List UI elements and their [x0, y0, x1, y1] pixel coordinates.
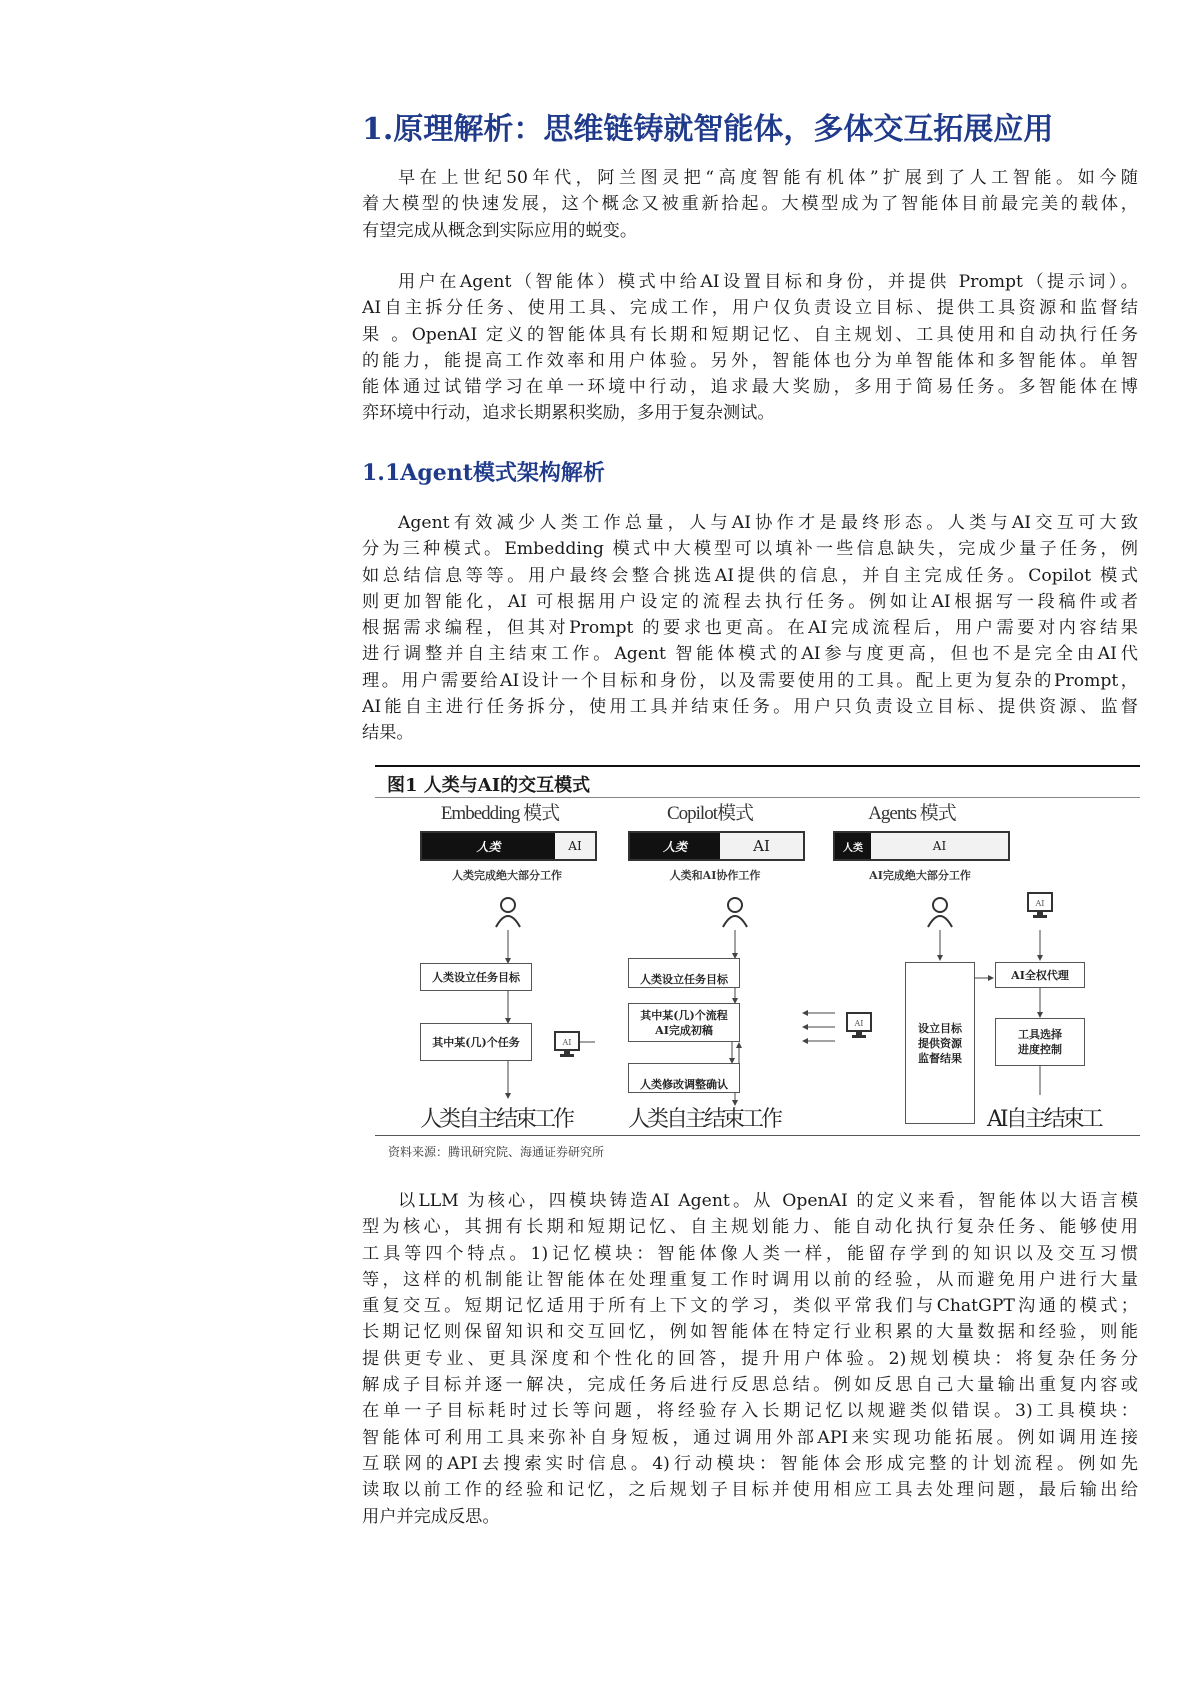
paragraph-line: 用户在Agent（智能体）模式中给AI设置目标和身份，并提供 Prompt（提示词）。: [398, 272, 1138, 292]
flow-box-tall: [905, 962, 975, 1124]
flow-box-line: 工具选择: [1018, 1028, 1062, 1041]
paragraph-line: 用户并完成反思。: [362, 1506, 500, 1527]
paragraph-line: 长期记忆则保留知识和交互回忆，例如智能体在特定行业积累的大量数据和经验，则能: [362, 1322, 1138, 1343]
paragraph-line: 进行调整并自主结束工作。Agent 智能体模式的AI参与度更高，但也不是完全由AI代: [362, 644, 1138, 665]
paragraph-line: 理。用户需要给AI设计一个目标和身份，以及需要使用的工具。配上更为复杂的Prompt，: [362, 670, 1138, 691]
paragraph-line: 则更加智能化，AI 可根据用户设定的流程去执行任务。例如让AI根据写一段稿件或者: [362, 591, 1138, 612]
flow-box: 人类修改调整确认: [628, 1063, 740, 1093]
bar-human-label: 人类: [422, 833, 555, 859]
agents-share-bar: [833, 831, 1010, 861]
monitor-icon: [1026, 891, 1056, 925]
paragraph-line: 的能力，能提高工作效率和用户体验。另外，智能体也分为单智能体和多智能体。单智: [362, 350, 1138, 371]
paragraph-line: 分为三种模式。Embedding 模式中大模型可以填补一些信息缺失，完成少量子任务，例: [362, 539, 1138, 560]
svg-text:AI: AI: [562, 1038, 572, 1047]
figure-source: 资料来源：腾讯研究院、海通证券研究所: [388, 1145, 605, 1159]
paragraph-line: AI能自主进行任务拆分，使用工具并结束任务。用户只负责设立目标、提供资源、监督: [362, 697, 1138, 718]
paragraph-line: 等，这样的机制能让智能体在处理重复工作时调用以前的经验，从而避免用户进行大量: [362, 1269, 1138, 1290]
paragraph-intro: [362, 165, 1138, 244]
paragraph-line: 以LLM 为核心，四模块铸造AI Agent。从 OpenAI 的定义来看，智能体以大语言模: [398, 1191, 1138, 1211]
paragraph-line: 解成子目标并逐一解决，完成任务后进行反思总结。例如反思自己大量输出重复内容或: [362, 1375, 1138, 1396]
bar-ai-label: AI: [753, 837, 770, 855]
paragraph-interaction-modes: [362, 510, 1138, 747]
page-title: 1.原理解析：思维链铸就智能体，多体交互拓展应用: [362, 112, 1054, 147]
flow-box-line: AI完成初稿: [655, 1023, 713, 1037]
agents-subtitle: AI完成绝大部分工作: [869, 869, 971, 882]
paragraph-line: 能体通过试错学习在单一环境中行动，追求最大奖励，多用于简易任务。多智能体在博: [362, 377, 1138, 398]
paragraph-line: 型为核心，其拥有长期和短期记忆、自主规划能力、能自动化执行复杂任务、能够使用: [362, 1217, 1138, 1238]
paragraph-line: 如总结信息等等。用户最终会整合挑选AI提供的信息，并自主完成任务。Copilot 模式: [362, 565, 1138, 586]
flow-box-line: 设立目标: [918, 1021, 962, 1035]
paragraph-line: 结果。: [362, 723, 414, 744]
paragraph-line: 智能体可利用工具来弥补自身短板，通过调用外部API来实现功能拓展。例如调用连接: [362, 1427, 1138, 1448]
paragraph-line: 互联网的API去搜索实时信息。4)行动模块：智能体会形成完整的计划流程。例如先: [362, 1453, 1138, 1474]
embedding-mode-heading: Embedding 模式: [440, 803, 560, 824]
paragraph-line: AI自主拆分任务、使用工具、完成工作，用户仅负责设立目标、提供工具资源和监督结: [362, 298, 1138, 319]
flow-box-line: 提供资源: [918, 1036, 962, 1050]
paragraph-line: 重复交互。短期记忆适用于所有上下文的学习，类似平常我们与ChatGPT沟通的模式；: [362, 1296, 1138, 1317]
figure-bottom-rule: [375, 1135, 1140, 1136]
copilot-share-bar: [628, 831, 805, 861]
monitor-icon: [845, 1011, 875, 1045]
bar-human-label: 人类: [835, 833, 871, 859]
paragraph-llm-modules: [362, 1188, 1138, 1530]
bar-ai-label: AI: [932, 839, 947, 853]
monitor-icon: [553, 1030, 583, 1064]
embedding-subtitle: 人类完成绝大部分工作: [452, 869, 562, 882]
paragraph-agent-mode: [362, 269, 1138, 427]
flow-end-text: 人类自主结束工作: [420, 1107, 573, 1132]
embedding-share-bar: [420, 831, 597, 861]
flow-box-line: 其中某(几)个流程: [640, 1008, 728, 1022]
paragraph-line: 读取以前工作的经验和记忆，之后规划子目标并使用相应工具去处理问题，最后输出给: [362, 1480, 1138, 1501]
paragraph-line: Agent有效减少人类工作总量，人与AI协作才是最终形态。人类与AI交互可大致: [398, 513, 1138, 533]
figure-interaction-modes: [375, 765, 1140, 1145]
flow-box: 人类设立任务目标: [628, 958, 740, 988]
paragraph-line: 工具等四个特点。1)记忆模块：智能体像人类一样，能留存学到的知识以及交互习惯: [362, 1243, 1138, 1264]
paragraph-line: 果 。OpenAI 定义的智能体具有长期和短期记忆、自主规划、工具使用和自动执行任务: [362, 324, 1138, 345]
flow-box: [628, 1003, 740, 1042]
copilot-mode-heading: Copilot模式: [666, 803, 753, 824]
flow-box: 人类设立任务目标: [420, 963, 532, 991]
svg-text:AI: AI: [854, 1019, 864, 1028]
copilot-subtitle: 人类和AI协作工作: [669, 869, 761, 882]
flow-end-text: 人类自主结束工作: [628, 1107, 781, 1132]
paragraph-line: 在单一子目标耗时过长等问题，将经验存入长期记忆以规避类似错误。3)工具模块：: [362, 1401, 1138, 1422]
figure-title: 图1 人类与AI的交互模式: [387, 775, 591, 796]
paragraph-line: 弈环境中行动，追求长期累积奖励，多用于复杂测试。: [362, 403, 775, 424]
bar-human-label: 人类: [630, 833, 720, 859]
paragraph-line: 提供更专业、更具深度和个性化的回答，提升用户体验。2)规划模块：将复杂任务分: [362, 1348, 1138, 1369]
paragraph-line: 根据需求编程，但其对Prompt 的要求也更高。在AI完成流程后，用户需要对内容结果: [362, 618, 1138, 639]
flow-box: 其中某(几)个任务: [420, 1023, 532, 1061]
flow-box-line: 监督结果: [918, 1051, 962, 1065]
paragraph-line: 有望完成从概念到实际应用的蜕变。: [362, 220, 638, 241]
agents-mode-heading: Agents 模式: [868, 803, 956, 824]
person-icons: [496, 898, 952, 927]
bar-ai-label: AI: [568, 839, 582, 853]
flow-box: [995, 1018, 1085, 1066]
flow-box-line: 进度控制: [1018, 1043, 1062, 1056]
svg-text:AI: AI: [1035, 899, 1045, 908]
paragraph-line: 早在上世纪50年代，阿兰图灵把“高度智能有机体”扩展到了人工智能。如今随: [398, 168, 1138, 188]
flow-end-text: AI自主结束工: [987, 1107, 1101, 1132]
flow-box: AI全权代理: [995, 962, 1085, 988]
paragraph-line: 着大模型的快速发展，这个概念又被重新拾起。大模型成为了智能体目前最完美的载体，: [362, 194, 1138, 215]
section-heading: 1.1Agent模式架构解析: [362, 460, 605, 486]
